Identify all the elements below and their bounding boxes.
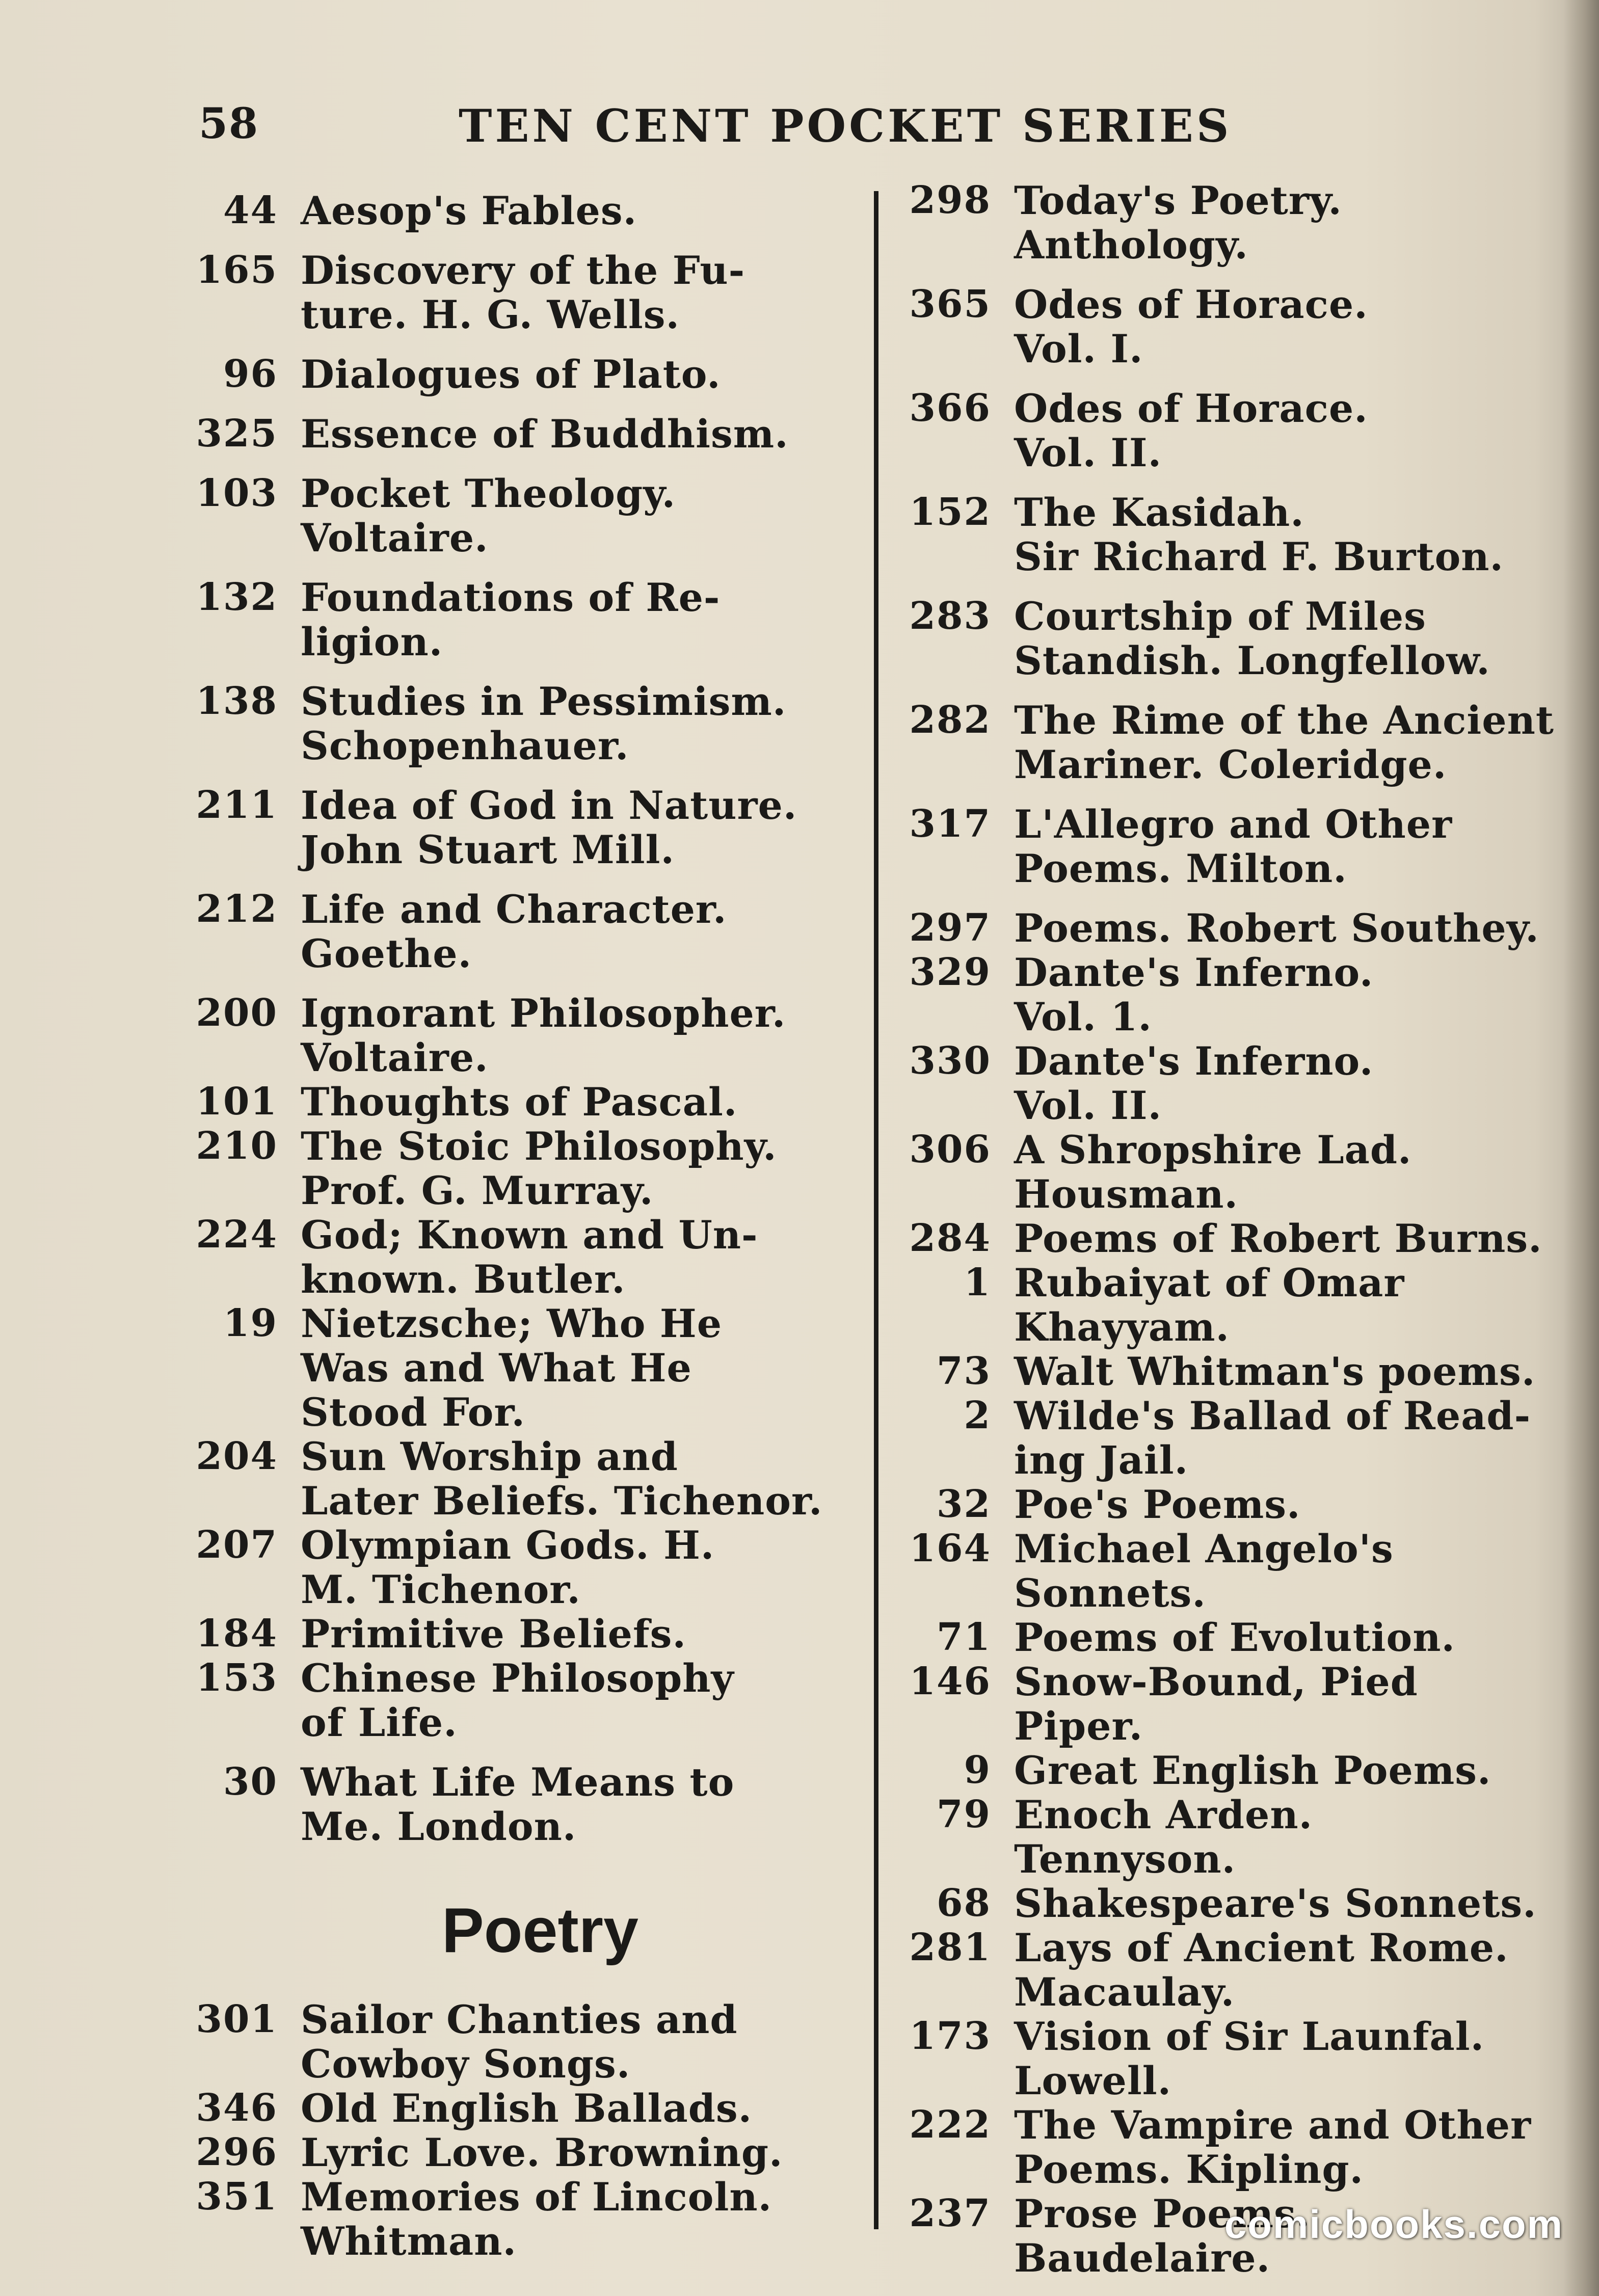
section-heading-poetry: Poetry [442, 1895, 638, 1966]
entry-title-line: Essence of Buddhism. [301, 411, 789, 457]
entry-number: 306 [909, 1128, 991, 1171]
column-divider [874, 191, 878, 2229]
entry-title-line: Foundations of Re- [301, 575, 721, 620]
entry-title-line: Chinese Philosophy [301, 1656, 734, 1701]
entry-title [301, 2130, 836, 2175]
entry-title [1014, 1482, 1559, 1527]
entry-number: 1 [964, 1261, 991, 1304]
catalog-entry [897, 1349, 1559, 1394]
catalog-entry [183, 352, 836, 396]
entry-title-line: ture. H. G. Wells. [301, 292, 680, 337]
entry-number: 146 [909, 1660, 991, 1703]
catalog-entry [183, 887, 836, 976]
catalog-entry [897, 2103, 1559, 2192]
entry-title-line: Vision of Sir Launfal. [1014, 2014, 1485, 2059]
entry-title-line: Macaulay. [1014, 1969, 1235, 2015]
entry-title-line: Primitive Beliefs. [301, 1611, 686, 1657]
entry-title-line: Standish. Longfellow. [1014, 638, 1490, 683]
entry-title [301, 1612, 836, 1656]
catalog-entry [183, 471, 836, 560]
catalog-entry [897, 802, 1559, 891]
entry-number: 296 [196, 2130, 278, 2174]
entry-title [301, 1760, 836, 1849]
entry-title-line: Thoughts of Pascal. [301, 1079, 738, 1125]
entry-title-line: Discovery of the Fu- [301, 248, 745, 293]
entry-title-line: Vol. I. [1014, 326, 1143, 371]
entry-title-line: Tennyson. [1014, 1836, 1236, 1882]
entry-title-line: Dante's Inferno. [1014, 1038, 1374, 1084]
entry-title [301, 352, 836, 396]
entry-title-line: Walt Whitman's poems. [1014, 1349, 1536, 1394]
entry-title-line: A Shropshire Lad. [1014, 1127, 1412, 1172]
catalog-entry [183, 1656, 836, 1745]
catalog-entry [897, 950, 1559, 1039]
entry-title-line: Memories of Lincoln. [301, 2174, 772, 2220]
entry-title-line: Later Beliefs. Tichenor. [301, 1478, 823, 1524]
catalog-entry [183, 1760, 836, 1849]
entry-number: 96 [223, 352, 278, 396]
catalog-entry [183, 575, 836, 664]
entry-number: 19 [223, 1301, 278, 1345]
watermark-text: comicbooks.com [1224, 2202, 1563, 2247]
catalog-entry [183, 189, 836, 233]
entry-number: 2 [964, 1394, 991, 1437]
entry-title-line: Poems. Milton. [1014, 846, 1347, 891]
catalog-entry [183, 679, 836, 768]
catalog-entry [897, 1039, 1559, 1128]
catalog-entry [183, 2175, 836, 2263]
entry-title [1014, 1039, 1559, 1128]
entry-title [1014, 1881, 1559, 1926]
entry-title [301, 2086, 836, 2130]
catalog-entry [897, 1128, 1559, 1216]
entry-title-line: Schopenhauer. [301, 723, 629, 768]
entry-title-line: Nietzsche; Who He [301, 1301, 723, 1346]
catalog-entry [183, 783, 836, 872]
catalog-entry [183, 1301, 836, 1434]
entry-number: 330 [909, 1039, 991, 1083]
page-header [0, 99, 1599, 155]
entry-number: 165 [196, 248, 278, 292]
entry-title-line: Mariner. Coleridge. [1014, 742, 1447, 787]
entry-title-line: L'Allegro and Other [1014, 802, 1453, 847]
catalog-entry [897, 1881, 1559, 1926]
catalog-entry [183, 2086, 836, 2130]
entry-title-line: Olympian Gods. H. [301, 1523, 715, 1568]
catalog-entry [897, 1482, 1559, 1527]
entry-title [301, 575, 836, 664]
entry-title-line: The Stoic Philosophy. [301, 1124, 777, 1169]
entry-title [301, 783, 836, 872]
entry-title [301, 1656, 836, 1745]
catalog-entry [183, 1434, 836, 1523]
catalog-entry [183, 248, 836, 337]
entry-title-line: Dialogues of Plato. [301, 352, 721, 397]
catalog-entry [897, 2014, 1559, 2103]
entry-number: 103 [196, 471, 278, 515]
entry-title [301, 1434, 836, 1523]
entry-title-line: God; Known and Un- [301, 1212, 758, 1258]
left-entry-list [183, 189, 836, 1849]
entry-title-line: Lyric Love. Browning. [301, 2130, 783, 2175]
entry-title [1014, 1660, 1559, 1748]
catalog-entry [183, 1080, 836, 1124]
entry-title-line: The Vampire and Other [1014, 2102, 1532, 2148]
entry-number: 73 [937, 1349, 991, 1393]
entry-title [301, 1080, 836, 1124]
entry-title-line: Vol. II. [1014, 430, 1162, 475]
entry-title [1014, 1527, 1559, 1615]
catalog-entry [897, 1216, 1559, 1261]
catalog-entry [183, 991, 836, 1080]
catalog-entry [897, 386, 1559, 475]
entry-title [301, 248, 836, 337]
entry-title-line: Voltaire. [301, 1035, 489, 1080]
entry-title-line: Poems. Kipling. [1014, 2147, 1364, 2192]
entry-title-line: Courtship of Miles [1014, 594, 1426, 639]
running-title: TEN CENT POCKET SERIES [459, 99, 1232, 152]
catalog-entry [897, 1261, 1559, 1349]
entry-title-line: Sun Worship and [301, 1434, 678, 1479]
catalog-entry [183, 1997, 836, 2086]
entry-number: 222 [909, 2103, 991, 2147]
entry-title-line: Today's Poetry. [1014, 178, 1342, 223]
entry-title-line: of Life. [301, 1700, 458, 1745]
entry-number: 284 [909, 1216, 991, 1260]
catalog-entry [897, 178, 1559, 267]
entry-number: 298 [909, 178, 991, 222]
entry-title [1014, 2014, 1559, 2103]
entry-title [301, 2175, 836, 2263]
entry-title-line: Ignorant Philosopher. [301, 991, 786, 1036]
entry-title-line: Enoch Arden. [1014, 1792, 1313, 1837]
entry-number: 184 [196, 1612, 278, 1656]
entry-title-line: known. Butler. [301, 1257, 626, 1302]
entry-title-line: Snow-Bound, Pied [1014, 1659, 1418, 1704]
entry-title-line: Odes of Horace. [1014, 282, 1368, 327]
entry-title [301, 471, 836, 560]
catalog-entry [897, 490, 1559, 579]
entry-number: 68 [937, 1881, 991, 1925]
poetry-entry-list [183, 1997, 836, 2263]
entry-title-line: Michael Angelo's [1014, 1526, 1394, 1571]
catalog-entry [897, 1926, 1559, 2014]
entry-number: 207 [196, 1523, 278, 1567]
entry-title [1014, 490, 1559, 579]
entry-title-line: Baudelaire. [1014, 2235, 1271, 2281]
entry-number: 164 [909, 1527, 991, 1570]
catalog-entry [897, 1793, 1559, 1881]
catalog-entry [183, 2130, 836, 2175]
catalog-entry [897, 1615, 1559, 1660]
entry-number: 173 [909, 2014, 991, 2058]
entry-number: 32 [937, 1482, 991, 1526]
entry-title-line: Pocket Theology. [301, 471, 676, 516]
entry-number: 297 [909, 906, 991, 950]
entry-title-line: Poems. Robert Southey. [1014, 905, 1539, 951]
entry-title-line: Old English Ballads. [301, 2086, 753, 2131]
entry-title-line: Piper. [1014, 1703, 1143, 1749]
entry-title-line: Khayyam. [1014, 1304, 1230, 1350]
entry-number: 138 [196, 679, 278, 723]
entry-number: 224 [196, 1213, 278, 1257]
entry-title [1014, 386, 1559, 475]
entry-title [301, 1301, 836, 1434]
page-edge-shadow [1563, 0, 1599, 2296]
entry-title [1014, 1216, 1559, 1261]
entry-title-line: Lowell. [1014, 2058, 1172, 2103]
catalog-entry [897, 1527, 1559, 1615]
entry-number: 351 [196, 2175, 278, 2219]
entry-title [1014, 906, 1559, 950]
entry-title-line: Housman. [1014, 1171, 1238, 1217]
entry-title [301, 679, 836, 768]
entry-number: 317 [909, 802, 991, 846]
entry-title-line: Odes of Horace. [1014, 386, 1368, 431]
entry-title-line: Whitman. [301, 2219, 517, 2264]
entry-title [301, 1213, 836, 1301]
catalog-entry [183, 1523, 836, 1612]
entry-title-line: Dante's Inferno. [1014, 950, 1374, 995]
entry-number: 329 [909, 950, 991, 994]
entry-title-line: Prof. G. Murray. [301, 1168, 654, 1213]
entry-title-line: Anthology. [1014, 222, 1248, 268]
entry-number: 325 [196, 412, 278, 456]
entry-title [301, 1997, 836, 2086]
entry-number: 153 [196, 1656, 278, 1700]
entry-title-line: Vol. 1. [1014, 994, 1152, 1039]
entry-title-line: Aesop's Fables. [301, 188, 637, 233]
entry-title [1014, 1394, 1559, 1482]
entry-title-line: ligion. [301, 619, 443, 664]
entry-title-line: Rubaiyat of Omar [1014, 1260, 1405, 1305]
entry-title-line: Stood For. [301, 1390, 525, 1435]
entry-number: 101 [196, 1080, 278, 1124]
entry-title-line: Me. London. [301, 1804, 577, 1849]
entry-number: 282 [909, 698, 991, 742]
catalog-entry [897, 594, 1559, 683]
entry-number: 365 [909, 282, 991, 326]
entry-title-line: Idea of God in Nature. [301, 783, 797, 828]
entry-title-line: Prose Poems. [1014, 2191, 1311, 2236]
catalog-entry [183, 412, 836, 456]
catalog-entry [897, 906, 1559, 950]
entry-title [1014, 1793, 1559, 1881]
entry-title-line: Studies in Pessimism. [301, 679, 787, 724]
entry-number: 366 [909, 386, 991, 430]
entry-title-line: Wilde's Ballad of Read- [1014, 1393, 1531, 1438]
entry-title-line: M. Tichenor. [301, 1567, 581, 1612]
entry-number: 200 [196, 991, 278, 1035]
entry-title-line: Was and What He [301, 1345, 692, 1391]
entry-number: 212 [196, 887, 278, 931]
entry-title [1014, 1261, 1559, 1349]
entry-title [1014, 282, 1559, 371]
entry-number: 237 [909, 2192, 991, 2235]
left-column [183, 189, 836, 2263]
catalog-entry [897, 282, 1559, 371]
entry-title [301, 887, 836, 976]
right-entry-list [897, 178, 1559, 2280]
entry-number: 152 [909, 490, 991, 534]
entry-title [1014, 1615, 1559, 1660]
entry-number: 283 [909, 594, 991, 638]
entry-title [1014, 594, 1559, 683]
entry-number: 44 [223, 189, 278, 232]
entry-title [1014, 1748, 1559, 1793]
entry-number: 132 [196, 575, 278, 619]
entry-title [1014, 1926, 1559, 2014]
entry-title [1014, 802, 1559, 891]
entry-title-line: Goethe. [301, 931, 472, 976]
catalog-entry [183, 1612, 836, 1656]
entry-title-line: What Life Means to [301, 1759, 735, 1805]
entry-number: 346 [196, 2086, 278, 2130]
catalog-entry [183, 1124, 836, 1213]
entry-title [301, 991, 836, 1080]
entry-title-line: The Rime of the Ancient [1014, 698, 1554, 743]
entry-title [301, 189, 836, 233]
catalog-entry [897, 1660, 1559, 1748]
entry-title-line: Sonnets. [1014, 1570, 1206, 1616]
entry-number: 204 [196, 1434, 278, 1478]
entry-number: 210 [196, 1124, 278, 1168]
entry-title-line: Sailor Chanties and [301, 1997, 738, 2042]
entry-title [1014, 950, 1559, 1039]
entry-number: 30 [223, 1760, 278, 1804]
catalog-entry [897, 1394, 1559, 1482]
entry-title [1014, 1128, 1559, 1216]
entry-title [1014, 178, 1559, 267]
entry-title-line: Shakespeare's Sonnets. [1014, 1881, 1537, 1926]
entry-title [1014, 2103, 1559, 2192]
entry-title-line: Lays of Ancient Rome. [1014, 1925, 1509, 1970]
catalog-entry [183, 1213, 836, 1301]
entry-title-line: ing Jail. [1014, 1437, 1189, 1483]
catalog-entry [897, 1748, 1559, 1793]
entry-title-line: The Kasidah. [1014, 490, 1304, 535]
entry-number: 79 [937, 1793, 991, 1836]
entry-title-line: Cowboy Songs. [301, 2041, 631, 2087]
entry-title [301, 1523, 836, 1612]
entry-number: 71 [937, 1615, 991, 1659]
entry-title-line: Life and Character. [301, 887, 727, 932]
entry-title [301, 412, 836, 456]
page-number: 58 [199, 99, 259, 148]
entry-number: 281 [909, 1926, 991, 1969]
entry-title-line: Sir Richard F. Burton. [1014, 534, 1504, 579]
entry-title-line: Poe's Poems. [1014, 1482, 1301, 1527]
entry-title [1014, 698, 1559, 787]
entry-title-line: Voltaire. [301, 515, 489, 560]
entry-number: 211 [196, 783, 278, 827]
entry-number: 9 [964, 1748, 991, 1792]
entry-title [301, 1124, 836, 1213]
entry-title-line: Great English Poems. [1014, 1748, 1491, 1793]
right-column [897, 178, 1559, 2280]
entry-title-line: Poems of Evolution. [1014, 1615, 1455, 1660]
entry-title-line: Vol. II. [1014, 1083, 1162, 1128]
entry-number: 301 [196, 1997, 278, 2041]
catalog-entry [897, 698, 1559, 787]
entry-title-line: Poems of Robert Burns. [1014, 1216, 1542, 1261]
entry-title-line: John Stuart Mill. [301, 827, 675, 872]
entry-title [1014, 1349, 1559, 1394]
